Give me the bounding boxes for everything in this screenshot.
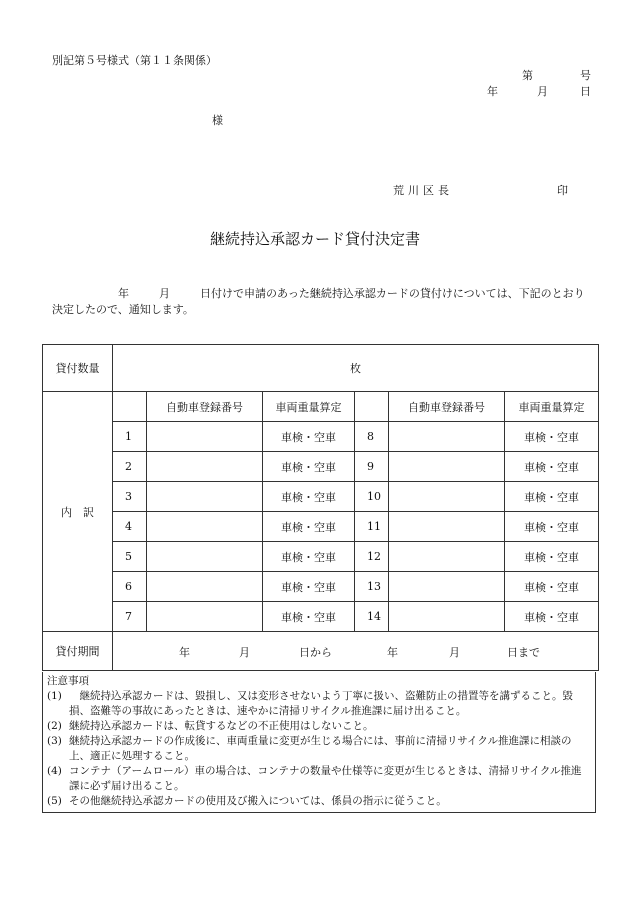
form-identifier: 別記第５号様式（第１１条関係） [52, 54, 217, 67]
left-reg-no-cell[interactable] [147, 422, 263, 452]
notes-section [42, 672, 596, 813]
issue-date-month: 月 [537, 85, 548, 98]
left-row-number: 3 [113, 482, 147, 512]
document-title: 継続持込承認カード貸付決定書 [209, 230, 420, 248]
note-text: 継続持込承認カードの作成後に、車両重量に変更が生じる場合には、事前に清掃リサイクル推進課に相談の上、適正に処理すること。 [69, 735, 572, 762]
right-reg-no-cell[interactable] [389, 602, 505, 632]
left-weight-cell: 車検・空車 [263, 482, 355, 512]
note-number: (4) [47, 765, 62, 777]
vehicle-row [43, 512, 599, 542]
left-row-number: 4 [113, 512, 147, 542]
left-reg-no-cell[interactable] [147, 482, 263, 512]
note-number: (3) [47, 735, 62, 747]
right-row-number: 14 [355, 602, 389, 632]
left-weight-cell: 車検・空車 [263, 452, 355, 482]
intro-line-1-text: 日付けで申請のあった継続持込承認カードの貸付けについては、下記のとおり [200, 287, 585, 300]
note-item [47, 734, 591, 764]
notes-list [47, 689, 591, 809]
note-item [47, 764, 591, 794]
intro-month: 月 [159, 287, 170, 300]
period-end-month: 月 [449, 646, 460, 659]
notes-title: 注意事項 [47, 675, 89, 687]
left-weight-header: 車両重量算定 [263, 392, 355, 422]
left-row-number: 2 [113, 452, 147, 482]
note-number: (1) [47, 690, 62, 702]
right-weight-cell: 車検・空車 [505, 542, 599, 572]
left-row-number: 5 [113, 542, 147, 572]
breakdown-label: 内 訳 [43, 392, 113, 632]
addressee-suffix: 様 [212, 114, 223, 127]
period-label: 貸付期間 [43, 632, 113, 671]
seal-mark: 印 [557, 184, 568, 197]
right-reg-no-cell[interactable] [389, 542, 505, 572]
right-weight-cell: 車検・空車 [505, 452, 599, 482]
quantity-row [43, 345, 599, 392]
right-weight-header: 車両重量算定 [505, 392, 599, 422]
issuer-name: 荒川区長 [393, 184, 453, 197]
left-weight-cell: 車検・空車 [263, 512, 355, 542]
vehicle-row [43, 572, 599, 602]
period-end-year: 年 [387, 646, 398, 659]
left-row-number: 1 [113, 422, 147, 452]
document-number-prefix: 第 [522, 69, 533, 82]
right-row-number: 10 [355, 482, 389, 512]
breakdown-header-row [43, 392, 599, 422]
right-row-number: 8 [355, 422, 389, 452]
card-loan-table [42, 344, 599, 671]
period-row [43, 632, 599, 671]
period-start-year: 年 [179, 646, 190, 659]
note-text: 継続持込承認カードは、転貸するなどの不正使用はしないこと。 [69, 720, 374, 732]
right-reg-no-header: 自動車登録番号 [389, 392, 505, 422]
quantity-label: 貸付数量 [43, 345, 113, 392]
note-text: コンテナ（アームロール）車の場合は、コンテナの数量や仕様等に変更が生じるときは、清掃リサイクル推進課に必ず届け出ること。 [69, 765, 582, 792]
right-num-header [355, 392, 389, 422]
right-weight-cell: 車検・空車 [505, 422, 599, 452]
left-reg-no-cell[interactable] [147, 572, 263, 602]
left-reg-no-header: 自動車登録番号 [147, 392, 263, 422]
note-number: (5) [47, 795, 62, 807]
left-weight-cell: 車検・空車 [263, 542, 355, 572]
left-num-header [113, 392, 147, 422]
right-weight-cell: 車検・空車 [505, 482, 599, 512]
left-reg-no-cell[interactable] [147, 602, 263, 632]
right-weight-cell: 車検・空車 [505, 572, 599, 602]
document-number-suffix: 号 [580, 69, 591, 82]
right-reg-no-cell[interactable] [389, 482, 505, 512]
vehicle-row [43, 422, 599, 452]
vehicle-row [43, 542, 599, 572]
period-start-day: 日から [299, 646, 332, 659]
right-reg-no-cell[interactable] [389, 422, 505, 452]
left-weight-cell: 車検・空車 [263, 602, 355, 632]
right-row-number: 12 [355, 542, 389, 572]
right-row-number: 13 [355, 572, 389, 602]
quantity-unit: 枚 [113, 345, 599, 392]
vehicle-row [43, 482, 599, 512]
left-reg-no-cell[interactable] [147, 512, 263, 542]
left-reg-no-cell[interactable] [147, 542, 263, 572]
intro-line-1 [52, 286, 600, 302]
note-text: その他継続持込承認カードの使用及び搬入については、係員の指示に従うこと。 [69, 795, 447, 807]
right-weight-cell: 車検・空車 [505, 512, 599, 542]
intro-paragraph [52, 286, 600, 318]
left-row-number: 7 [113, 602, 147, 632]
left-reg-no-cell[interactable] [147, 452, 263, 482]
vehicle-row [43, 602, 599, 632]
issue-date-day: 日 [580, 85, 591, 98]
vehicle-row [43, 452, 599, 482]
intro-year: 年 [118, 287, 129, 300]
issue-date-year: 年 [487, 85, 498, 98]
left-row-number: 6 [113, 572, 147, 602]
period-value [113, 632, 599, 671]
intro-line-2: 決定したので、通知します。 [52, 303, 194, 316]
period-end-day: 日まで [507, 646, 540, 659]
right-reg-no-cell[interactable] [389, 572, 505, 602]
right-reg-no-cell[interactable] [389, 452, 505, 482]
period-start-month: 月 [239, 646, 250, 659]
note-item [47, 719, 591, 734]
right-row-number: 11 [355, 512, 389, 542]
left-weight-cell: 車検・空車 [263, 422, 355, 452]
note-number: (2) [47, 720, 62, 732]
note-item [47, 794, 591, 809]
note-text: 継続持込承認カードは、毀損し、又は変形させないよう丁寧に扱い、盗難防止の措置等を講ずること。毀損、盗難等の事故にあったときは、速やかに清掃リサイクル推進課に届け出ること。 [69, 690, 573, 717]
right-weight-cell: 車検・空車 [505, 602, 599, 632]
left-weight-cell: 車検・空車 [263, 572, 355, 602]
right-reg-no-cell[interactable] [389, 512, 505, 542]
right-row-number: 9 [355, 452, 389, 482]
note-item [47, 689, 591, 719]
